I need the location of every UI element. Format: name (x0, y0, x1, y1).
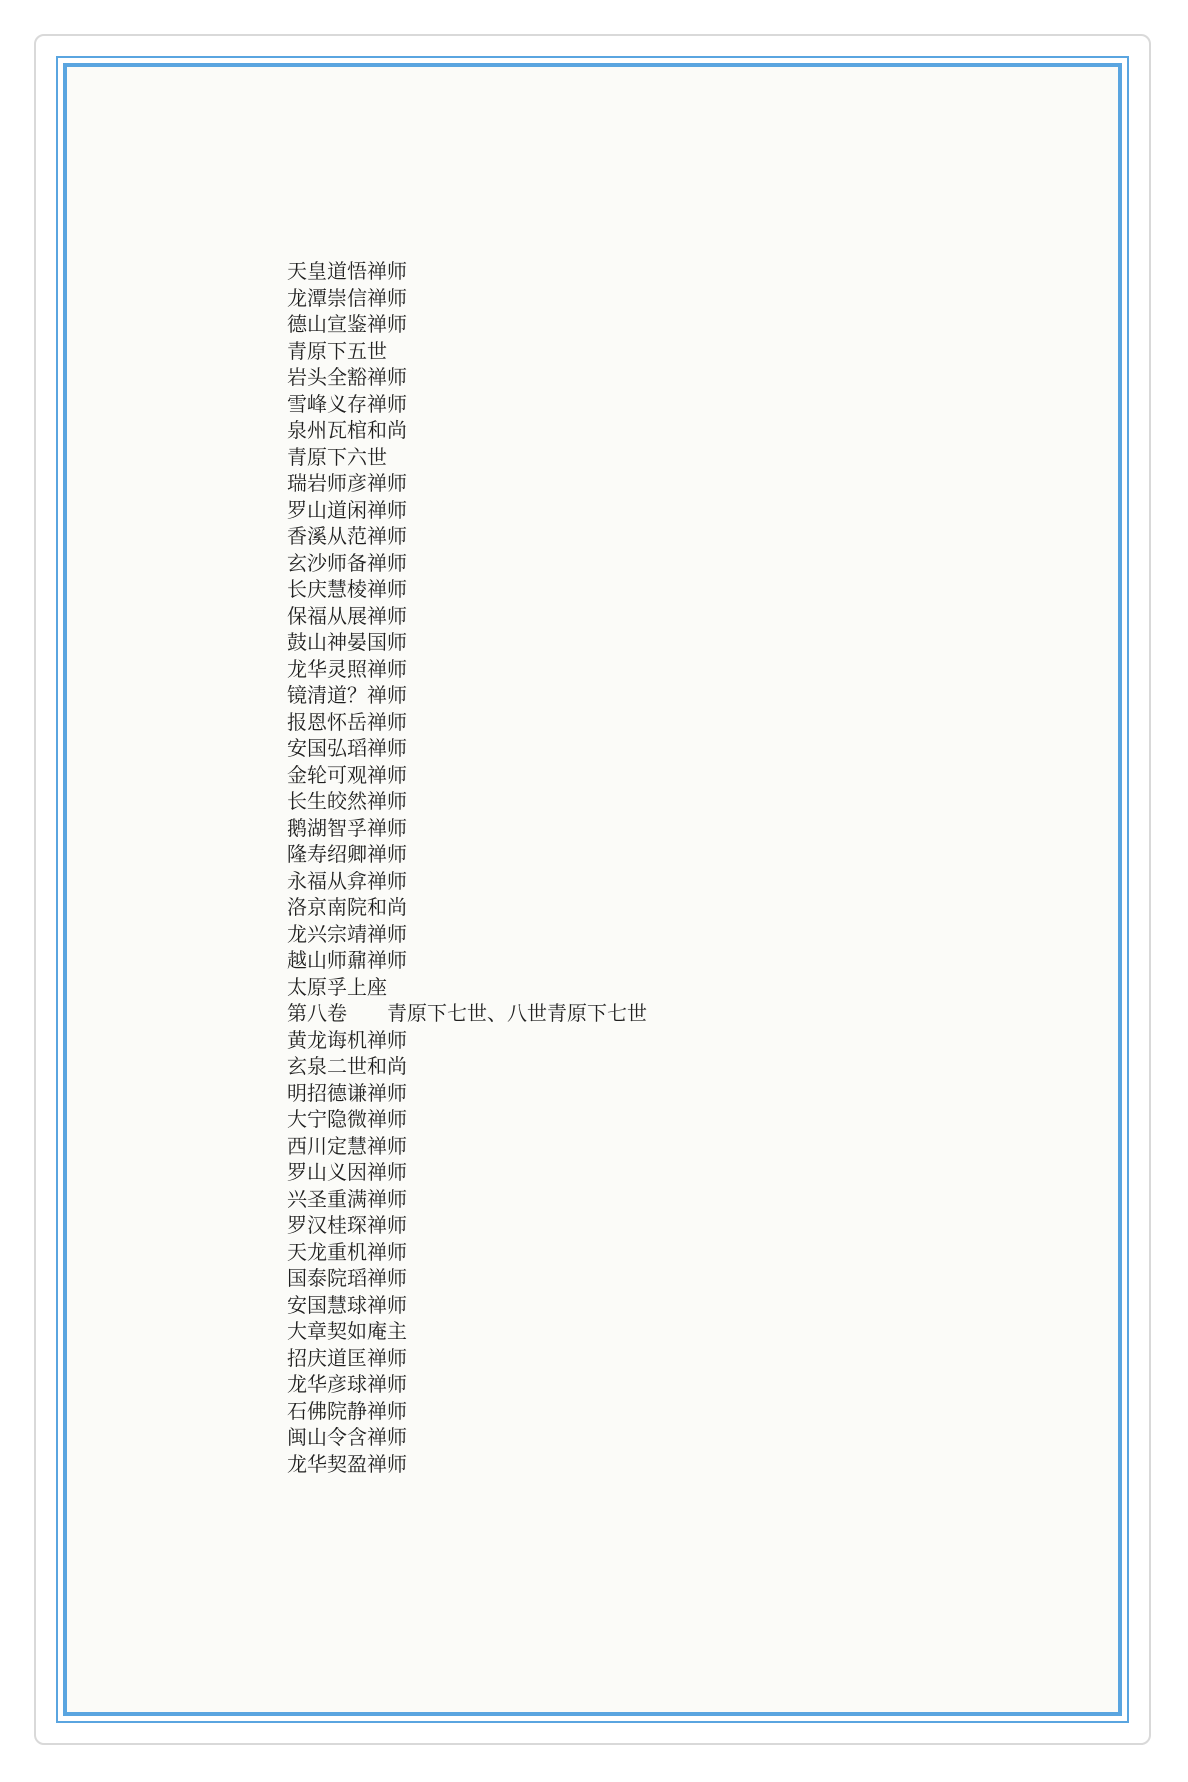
text-line: 龙华契盈禅师 (287, 1451, 407, 1476)
text-line: 黄龙诲机禅师 (287, 1027, 407, 1052)
page-border-inner (63, 63, 1122, 1716)
text-line: 长生皎然禅师 (287, 789, 407, 813)
text-line: 洛京南院和尚 (287, 895, 407, 919)
text-line: 隆寿绍卿禅师 (287, 842, 407, 866)
text-line: 报恩怀岳禅师 (287, 709, 407, 734)
text-line: 罗山义因禅师 (287, 1160, 407, 1184)
text-line: 镜清道？禅师 (287, 683, 407, 707)
text-line: 石佛院静禅师 (287, 1398, 407, 1423)
text-line: 天皇道悟禅师 (287, 259, 407, 283)
text-line: 国泰院瑫禅师 (287, 1266, 407, 1290)
chapter-heading: 第八卷 青原下七世、八世青原下七世 (287, 1001, 647, 1025)
text-line: 龙兴宗靖禅师 (287, 921, 407, 946)
text-line: 永福从弇禅师 (287, 868, 407, 893)
text-line: 兴圣重满禅师 (287, 1186, 407, 1211)
text-line: 安国慧球禅师 (287, 1292, 407, 1317)
text-line: 越山师鼐禅师 (287, 948, 407, 972)
text-line: 鼓山神晏国师 (287, 630, 407, 654)
text-line: 安国弘瑫禅师 (287, 736, 407, 760)
text-line: 玄泉二世和尚 (287, 1054, 407, 1078)
text-line: 鹅湖智孚禅师 (287, 815, 407, 840)
text-line: 龙潭崇信禅师 (287, 285, 407, 310)
text-line: 长庆慧棱禅师 (287, 577, 407, 601)
text-line: 大宁隐微禅师 (287, 1107, 407, 1131)
section-heading: 青原下六世 (287, 444, 387, 469)
text-line: 太原孚上座 (287, 974, 387, 999)
page-card (34, 34, 1151, 1745)
text-list (287, 258, 647, 1477)
text-line: 泉州瓦棺和尚 (287, 418, 407, 442)
text-line: 岩头全豁禅师 (287, 365, 407, 389)
page-border-outer (56, 56, 1129, 1723)
text-line: 天龙重机禅师 (287, 1239, 407, 1264)
text-line: 西川定慧禅师 (287, 1133, 407, 1158)
text-line: 招庆道匡禅师 (287, 1345, 407, 1370)
text-line: 保福从展禅师 (287, 603, 407, 628)
text-line: 龙华灵照禅师 (287, 656, 407, 681)
text-line: 香溪从范禅师 (287, 524, 407, 548)
text-line: 大章契如庵主 (287, 1319, 407, 1343)
text-line: 雪峰义存禅师 (287, 391, 407, 416)
text-line: 德山宣鉴禅师 (287, 312, 407, 336)
text-line: 罗山道闲禅师 (287, 497, 407, 522)
text-line: 瑞岩师彦禅师 (287, 471, 407, 495)
text-line: 罗汉桂琛禅师 (287, 1213, 407, 1237)
text-line: 闽山令含禅师 (287, 1425, 407, 1449)
text-line: 玄沙师备禅师 (287, 550, 407, 575)
text-line: 金轮可观禅师 (287, 762, 407, 787)
section-heading: 青原下五世 (287, 338, 387, 363)
text-line: 龙华彦球禅师 (287, 1372, 407, 1396)
text-line: 明招德谦禅师 (287, 1080, 407, 1105)
